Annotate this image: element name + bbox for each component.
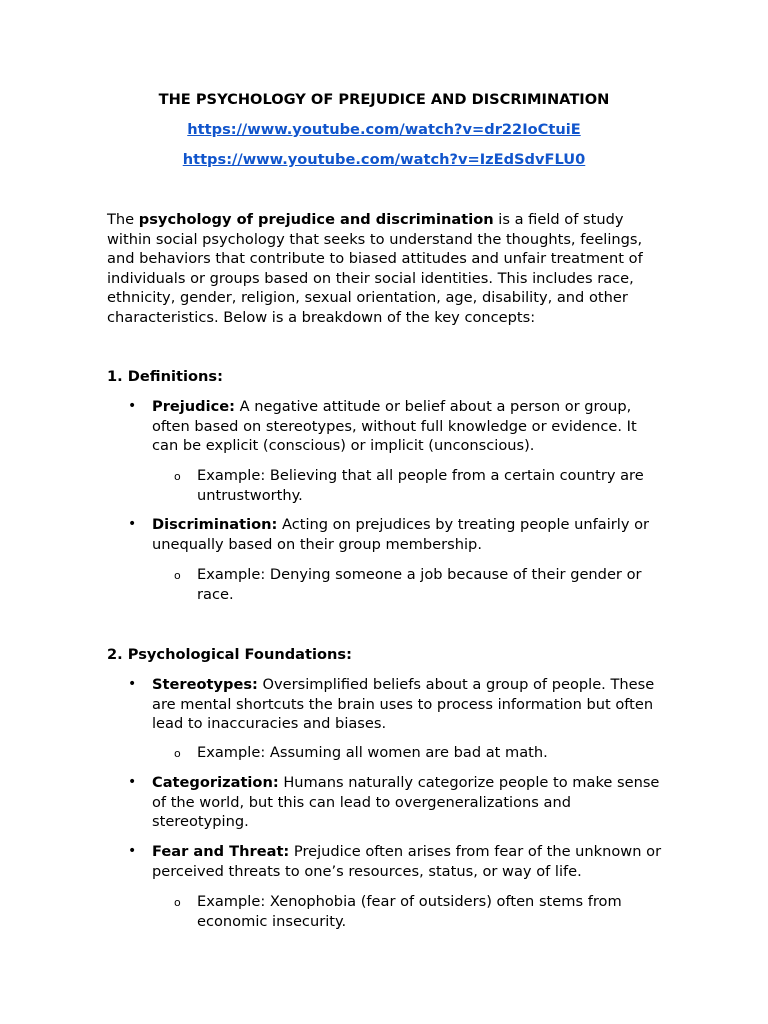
term-label: Prejudice: [152,398,236,415]
list-item-prejudice [128,397,667,456]
section-heading-definitions: 1. Definitions: [107,368,223,385]
bullet-icon: • [128,843,137,859]
section-heading-psychological-foundations: 2. Psychological Foundations: [107,646,352,663]
sub-bullet-icon: o [174,569,181,582]
youtube-link-1[interactable]: https://www.youtube.com/watch?v=dr22IoCtuiE [187,121,581,138]
intro-rest: is a field of study within social psychology that seeks to understand the thoughts, feelings, and behaviors that contribute to biased attitudes and unfair treatment of individuals or groups based on their social identities. This includes race, ethnicity, gender, religion, sexual orientation, age, disability, and other characteristics. Below is a breakdown of the key concepts: [107,211,643,326]
bullet-icon: • [128,774,137,790]
term-label: Fear and Threat: [152,843,290,860]
example-item [174,565,667,604]
bullet-icon: • [128,398,137,414]
term-label: Stereotypes: [152,676,258,693]
sub-bullet-icon: o [174,747,181,760]
sub-bullet-icon: o [174,470,181,483]
sub-bullet-icon: o [174,896,181,909]
list-item-fear-and-threat [128,842,667,881]
example-text: Example: Believing that all people from a certain country are untrustworthy. [197,467,644,504]
example-item [174,743,667,763]
intro-paragraph [107,210,667,328]
document-title: THE PSYCHOLOGY OF PREJUDICE AND DISCRIMINATION [158,91,610,108]
term-label: Discrimination: [152,516,278,533]
example-item [174,892,667,931]
youtube-link-2[interactable]: https://www.youtube.com/watch?v=IzEdSdvFLU0 [182,151,586,168]
list-item-categorization [128,773,667,832]
term-definition: A negative attitude or belief about a person or group, often based on stereotypes, without full knowledge or evidence. It can be explicit (conscious) or implicit (unconscious). [152,398,637,455]
term-definition: Prejudice often arises from fear of the unknown or perceived threats to one’s resources, status, or way of life. [152,843,662,880]
example-text: Example: Denying someone a job because of their gender or race. [197,566,642,603]
list-item-discrimination [128,515,667,554]
bullet-icon: • [128,676,137,692]
example-text: Example: Xenophobia (fear of outsiders) often stems from economic insecurity. [197,893,622,930]
intro-lead: The [107,211,139,228]
term-definition: Humans naturally categorize people to make sense of the world, but this can lead to overgeneralizations and stereotyping. [152,774,660,831]
example-item [174,466,667,505]
intro-bold-phrase: psychology of prejudice and discrimination [138,211,494,228]
term-definition: Acting on prejudices by treating people unfairly or unequally based on their group membership. [152,516,650,553]
term-definition: Oversimplified beliefs about a group of people. These are mental shortcuts the brain uses to process information but often lead to inaccuracies and biases. [152,676,655,733]
list-item-stereotypes [128,675,667,734]
term-label: Categorization: [152,774,279,791]
example-text: Example: Assuming all women are bad at math. [197,744,548,761]
bullet-icon: • [128,516,137,532]
